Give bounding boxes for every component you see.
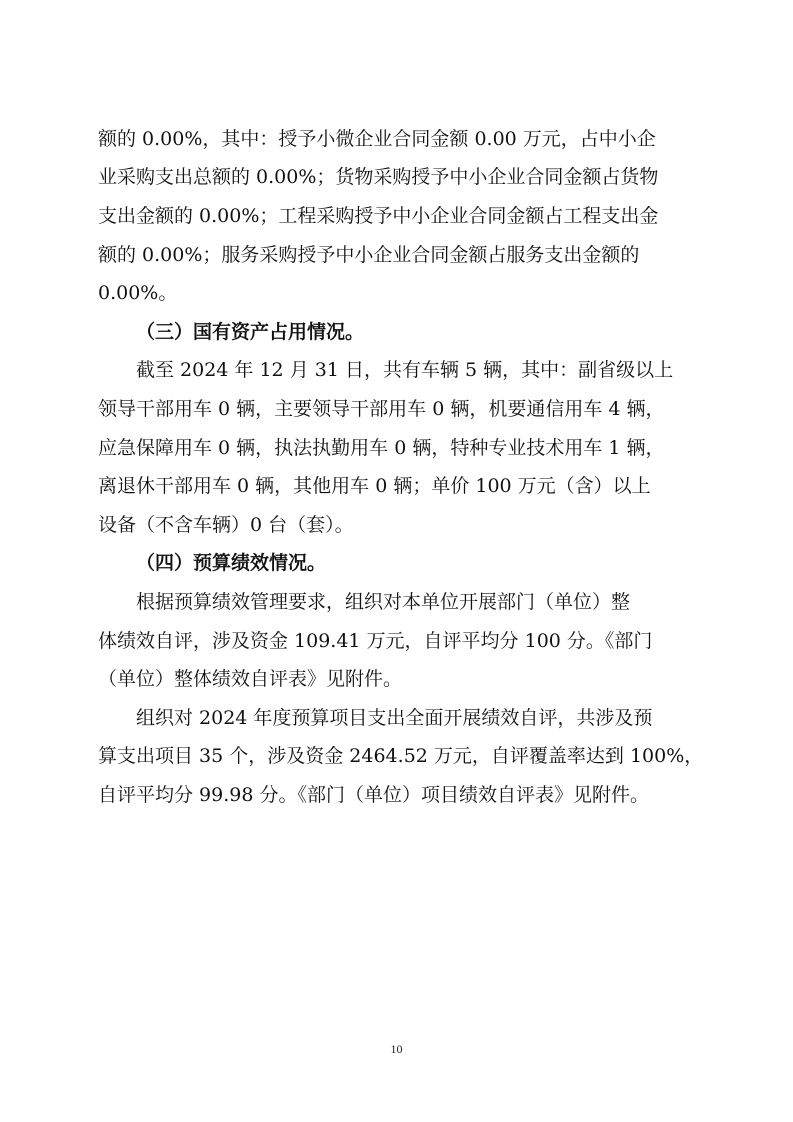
text-line: 设备（不含车辆）0 台（套）。 [98,513,354,536]
text-line: 应急保障用车 0 辆，执法执勤用车 0 辆，特种专业技术用车 1 辆， [98,436,665,459]
section-heading-assets: （三）国有资产占用情况。 [136,320,365,343]
section-heading-performance: （四）预算绩效情况。 [136,552,327,575]
text-line: 额的 0.00%，其中：授予小微企业合同金额 0.00 万元，占中小企 [98,127,656,150]
text-line: 领导干部用车 0 辆，主要领导干部用车 0 辆，机要通信用车 4 辆， [98,397,665,420]
text-line: 算支出项目 35 个，涉及资金 2464.52 万元，自评覆盖率达到 100%， [98,745,704,768]
text-line: 额的 0.00%；服务采购授予中小企业合同金额占服务支出金额的 [98,243,640,266]
text-line: 自评平均分 99.98 分。《部门（单位）项目绩效自评表》见附件。 [98,783,649,806]
text-line: 0.00%。 [98,282,178,305]
text-line: 截至 2024 年 12 月 31 日，共有车辆 5 辆，其中：副省级以上 [136,359,674,382]
text-line: （单位）整体绩效自评表》见附件。 [98,668,403,691]
document-body [98,118,704,813]
text-line: 业采购支出总额的 0.00%；货物采购授予中小企业合同金额占货物 [98,166,659,189]
text-line: 体绩效自评，涉及资金 109.41 万元，自评平均分 100 分。《部门 [98,629,653,652]
text-line: 根据预算绩效管理要求，组织对本单位开展部门（单位）整 [136,590,631,613]
text-line: 离退休干部用车 0 辆，其他用车 0 辆；单价 100 万元（含）以上 [98,475,651,498]
text-line: 组织对 2024 年度预算项目支出全面开展绩效自评，共涉及预 [136,706,653,729]
page-number: 10 [390,1042,403,1056]
text-line: 支出金额的 0.00%；工程采购授予中小企业合同金额占工程支出金 [98,204,659,227]
